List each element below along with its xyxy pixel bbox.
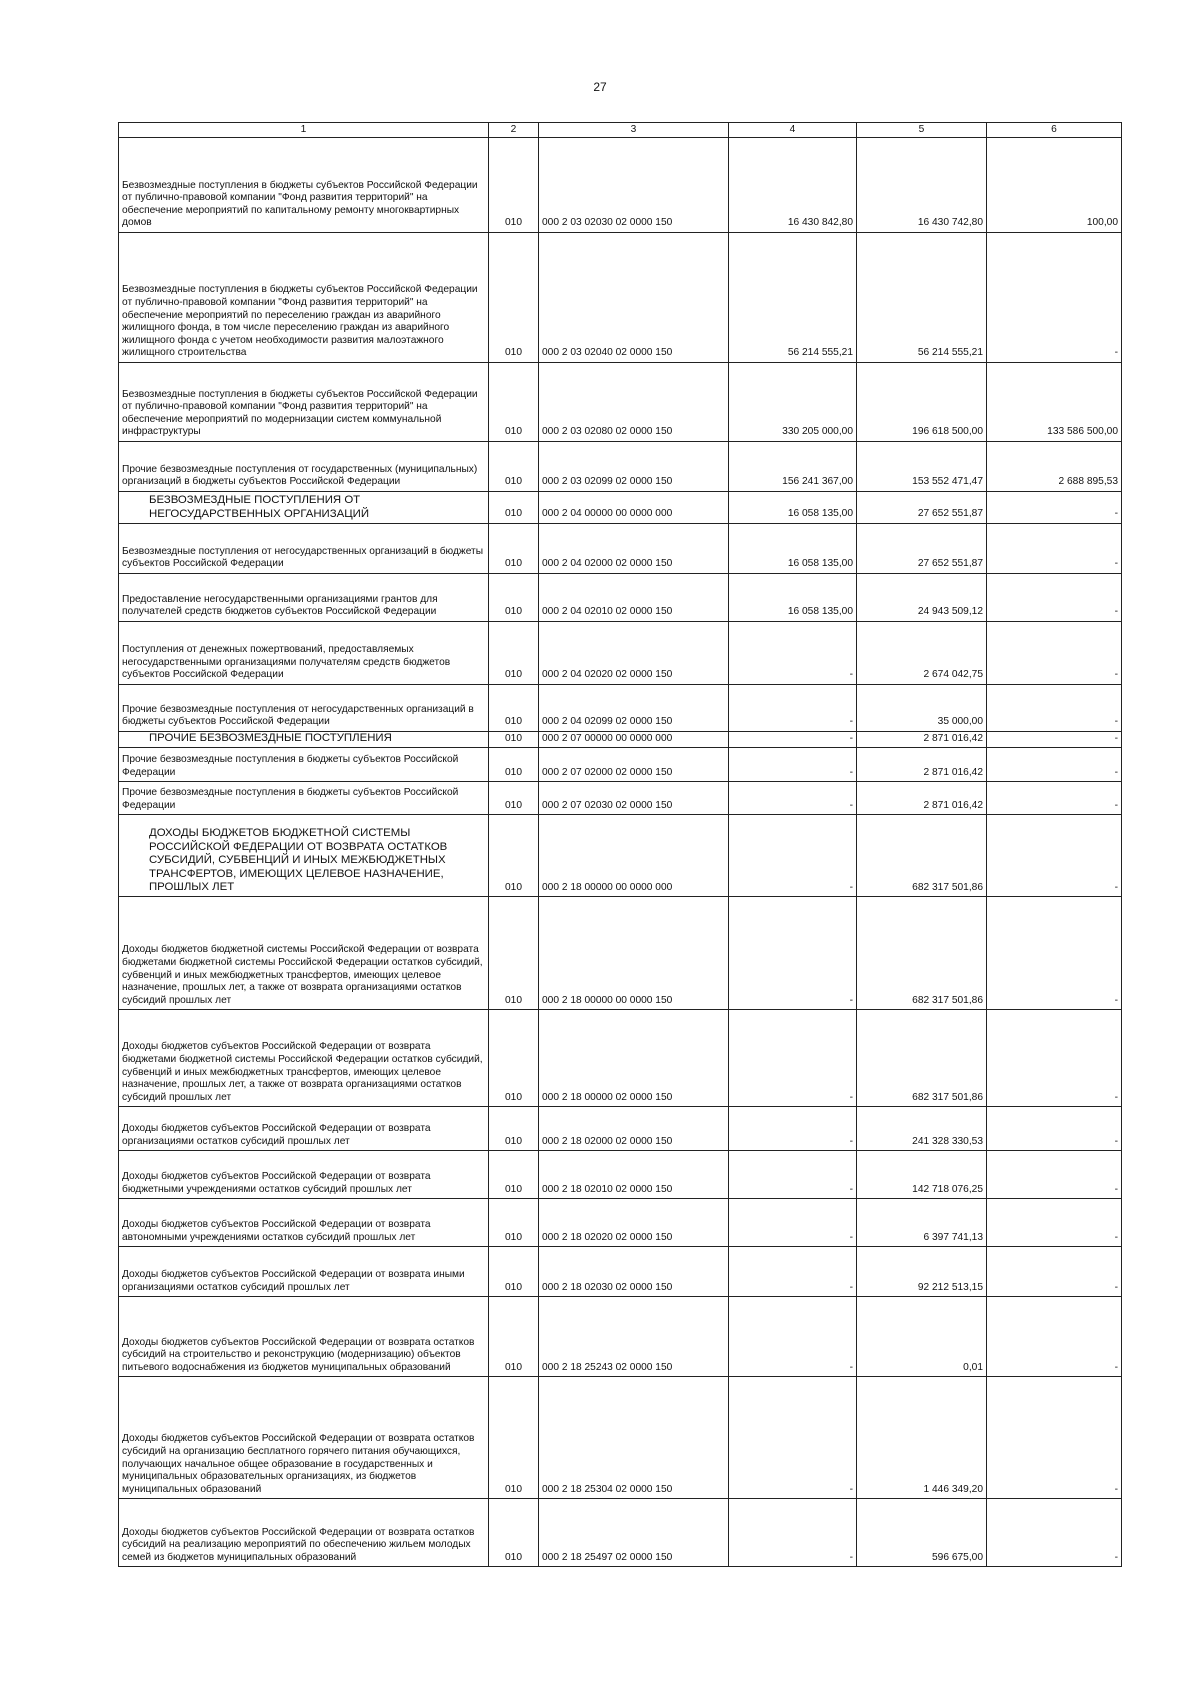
- row-remaining-amount: -: [987, 748, 1122, 782]
- row-line-code: 010: [489, 1107, 539, 1151]
- row-classification-code: 000 2 18 25497 02 0000 150: [539, 1499, 729, 1567]
- row-planned-amount: 16 058 135,00: [729, 574, 857, 622]
- table-row: [119, 1247, 1122, 1297]
- table-row: [119, 1010, 1122, 1107]
- row-classification-code: 000 2 18 25304 02 0000 150: [539, 1377, 729, 1499]
- row-planned-amount: -: [729, 1377, 857, 1499]
- column-header-3: 3: [539, 123, 729, 138]
- page-number: 27: [593, 80, 607, 94]
- row-remaining-amount: -: [987, 1297, 1122, 1377]
- table-row: [119, 1199, 1122, 1247]
- row-remaining-amount: -: [987, 1151, 1122, 1199]
- row-line-code: 010: [489, 815, 539, 897]
- row-remaining-amount: -: [987, 815, 1122, 897]
- column-header-1: 1: [119, 123, 489, 138]
- column-number-row: [119, 123, 1122, 138]
- row-remaining-amount: -: [987, 574, 1122, 622]
- row-planned-amount: 16 058 135,00: [729, 492, 857, 524]
- row-executed-amount: 1 446 349,20: [857, 1377, 987, 1499]
- row-remaining-amount: -: [987, 1199, 1122, 1247]
- row-remaining-amount: -: [987, 1010, 1122, 1107]
- row-classification-code: 000 2 04 02020 02 0000 150: [539, 622, 729, 685]
- row-line-code: 010: [489, 1377, 539, 1499]
- row-executed-amount: 153 552 471,47: [857, 442, 987, 492]
- row-line-code: 010: [489, 574, 539, 622]
- row-executed-amount: 27 652 551,87: [857, 492, 987, 524]
- table-row: [119, 1377, 1122, 1499]
- row-executed-amount: 16 430 742,80: [857, 138, 987, 233]
- row-name: Прочие безвозмездные поступления в бюджеты субъектов Российской Федерации: [119, 748, 489, 782]
- table-row: [119, 574, 1122, 622]
- row-remaining-amount: 2 688 895,53: [987, 442, 1122, 492]
- row-line-code: 010: [489, 1010, 539, 1107]
- row-remaining-amount: -: [987, 1107, 1122, 1151]
- row-name: Доходы бюджетов субъектов Российской Федерации от возврата бюджетными учреждениями остатков субсидий прошлых лет: [119, 1151, 489, 1199]
- row-classification-code: 000 2 03 02030 02 0000 150: [539, 138, 729, 233]
- table-row: [119, 748, 1122, 782]
- row-line-code: 010: [489, 622, 539, 685]
- row-executed-amount: 27 652 551,87: [857, 524, 987, 574]
- row-classification-code: 000 2 03 02080 02 0000 150: [539, 363, 729, 442]
- row-remaining-amount: -: [987, 492, 1122, 524]
- table-row: [119, 782, 1122, 815]
- row-planned-amount: -: [729, 685, 857, 732]
- table-row: [119, 138, 1122, 233]
- row-classification-code: 000 2 03 02099 02 0000 150: [539, 442, 729, 492]
- row-classification-code: 000 2 07 02030 02 0000 150: [539, 782, 729, 815]
- row-remaining-amount: -: [987, 233, 1122, 363]
- column-header-2: 2: [489, 123, 539, 138]
- row-name: Прочие безвозмездные поступления от государственных (муниципальных) организаций в бюджеты субъектов Российской Федерации: [119, 442, 489, 492]
- row-planned-amount: 330 205 000,00: [729, 363, 857, 442]
- row-planned-amount: 16 058 135,00: [729, 524, 857, 574]
- row-planned-amount: -: [729, 1199, 857, 1247]
- table-row: [119, 524, 1122, 574]
- row-remaining-amount: -: [987, 685, 1122, 732]
- row-name: ПРОЧИЕ БЕЗВОЗМЕЗДНЫЕ ПОСТУПЛЕНИЯ: [119, 732, 489, 748]
- table-row: [119, 622, 1122, 685]
- row-line-code: 010: [489, 1151, 539, 1199]
- row-planned-amount: -: [729, 748, 857, 782]
- row-executed-amount: 56 214 555,21: [857, 233, 987, 363]
- row-name: Безвозмездные поступления в бюджеты субъектов Российской Федерации от публично-правовой компании "Фонд развития территорий" на обеспечение мероприятий по модернизации систем коммунальной инфраструктуры: [119, 363, 489, 442]
- column-header-6: 6: [987, 123, 1122, 138]
- row-name: Безвозмездные поступления в бюджеты субъектов Российской Федерации от публично-правовой компании "Фонд развития территорий" на обеспечение мероприятий по переселению граждан из аварийного жилищного фонда, в том числе переселению граждан из аварийного жилищного фонда с учетом необходимости развития малоэтажного жилищного строительства: [119, 233, 489, 363]
- row-line-code: 010: [489, 732, 539, 748]
- row-name: Поступления от денежных пожертвований, предоставляемых негосударственными организациями получателям средств бюджетов субъектов Российской Федерации: [119, 622, 489, 685]
- row-classification-code: 000 2 18 00000 02 0000 150: [539, 1010, 729, 1107]
- row-line-code: 010: [489, 1199, 539, 1247]
- row-classification-code: 000 2 04 00000 00 0000 000: [539, 492, 729, 524]
- row-line-code: 010: [489, 748, 539, 782]
- row-classification-code: 000 2 18 02000 02 0000 150: [539, 1107, 729, 1151]
- row-executed-amount: 196 618 500,00: [857, 363, 987, 442]
- column-header-4: 4: [729, 123, 857, 138]
- row-name: Безвозмездные поступления от негосударственных организаций в бюджеты субъектов Российской Федерации: [119, 524, 489, 574]
- row-name: Прочие безвозмездные поступления от негосударственных организаций в бюджеты субъектов Российской Федерации: [119, 685, 489, 732]
- row-classification-code: 000 2 18 00000 00 0000 150: [539, 897, 729, 1010]
- row-executed-amount: 2 871 016,42: [857, 748, 987, 782]
- table-row: [119, 1297, 1122, 1377]
- row-executed-amount: 6 397 741,13: [857, 1199, 987, 1247]
- table-row: [119, 492, 1122, 524]
- row-remaining-amount: -: [987, 524, 1122, 574]
- row-line-code: 010: [489, 138, 539, 233]
- row-name: БЕЗВОЗМЕЗДНЫЕ ПОСТУПЛЕНИЯ ОТ НЕГОСУДАРСТВЕННЫХ ОРГАНИЗАЦИЙ: [119, 492, 489, 524]
- row-name: Доходы бюджетов субъектов Российской Федерации от возврата бюджетами бюджетной системы Российской Федерации остатков субсидий, субвенций и иных межбюджетных трансфертов, имеющих целевое назначение, прошлых лет, а также от возврата организациями остатков субсидий прошлых лет: [119, 1010, 489, 1107]
- row-executed-amount: 35 000,00: [857, 685, 987, 732]
- row-line-code: 010: [489, 442, 539, 492]
- row-planned-amount: -: [729, 1151, 857, 1199]
- table-row: [119, 897, 1122, 1010]
- row-line-code: 010: [489, 492, 539, 524]
- row-classification-code: 000 2 07 00000 00 0000 000: [539, 732, 729, 748]
- row-classification-code: 000 2 18 02010 02 0000 150: [539, 1151, 729, 1199]
- row-planned-amount: -: [729, 782, 857, 815]
- row-executed-amount: 241 328 330,53: [857, 1107, 987, 1151]
- row-name: Доходы бюджетов субъектов Российской Федерации от возврата иными организациями остатков субсидий прошлых лет: [119, 1247, 489, 1297]
- row-planned-amount: -: [729, 732, 857, 748]
- table-row: [119, 685, 1122, 732]
- row-line-code: 010: [489, 363, 539, 442]
- row-line-code: 010: [489, 1247, 539, 1297]
- table-row: [119, 1499, 1122, 1567]
- row-remaining-amount: 100,00: [987, 138, 1122, 233]
- table-row: [119, 815, 1122, 897]
- row-planned-amount: -: [729, 897, 857, 1010]
- row-classification-code: 000 2 18 00000 00 0000 000: [539, 815, 729, 897]
- row-planned-amount: 56 214 555,21: [729, 233, 857, 363]
- row-remaining-amount: -: [987, 732, 1122, 748]
- row-planned-amount: -: [729, 815, 857, 897]
- row-classification-code: 000 2 04 02099 02 0000 150: [539, 685, 729, 732]
- row-name: Доходы бюджетов субъектов Российской Федерации от возврата автономными учреждениями остатков субсидий прошлых лет: [119, 1199, 489, 1247]
- row-planned-amount: -: [729, 1499, 857, 1567]
- row-line-code: 010: [489, 1297, 539, 1377]
- table-row: [119, 233, 1122, 363]
- row-classification-code: 000 2 18 25243 02 0000 150: [539, 1297, 729, 1377]
- row-line-code: 010: [489, 233, 539, 363]
- row-planned-amount: -: [729, 1107, 857, 1151]
- row-name: Доходы бюджетов субъектов Российской Федерации от возврата остатков субсидий на организацию бесплатного горячего питания обучающихся, получающих начальное общее образование в государственных и муниципальных образовательных организациях, из бюджетов муниципальных образований: [119, 1377, 489, 1499]
- row-executed-amount: 142 718 076,25: [857, 1151, 987, 1199]
- row-classification-code: 000 2 18 02030 02 0000 150: [539, 1247, 729, 1297]
- row-line-code: 010: [489, 685, 539, 732]
- row-classification-code: 000 2 04 02000 02 0000 150: [539, 524, 729, 574]
- row-classification-code: 000 2 07 02000 02 0000 150: [539, 748, 729, 782]
- row-executed-amount: 682 317 501,86: [857, 897, 987, 1010]
- row-classification-code: 000 2 04 02010 02 0000 150: [539, 574, 729, 622]
- row-remaining-amount: -: [987, 897, 1122, 1010]
- row-planned-amount: -: [729, 622, 857, 685]
- row-name: Доходы бюджетов субъектов Российской Федерации от возврата остатков субсидий на реализацию мероприятий по обеспечению жильем молодых семей из бюджетов муниципальных образований: [119, 1499, 489, 1567]
- row-executed-amount: 682 317 501,86: [857, 815, 987, 897]
- row-name: Доходы бюджетов субъектов Российской Федерации от возврата остатков субсидий на строительство и реконструкцию (модернизацию) объектов питьевого водоснабжения из бюджетов муниципальных образований: [119, 1297, 489, 1377]
- row-classification-code: 000 2 03 02040 02 0000 150: [539, 233, 729, 363]
- row-executed-amount: 2 871 016,42: [857, 732, 987, 748]
- row-name: Прочие безвозмездные поступления в бюджеты субъектов Российской Федерации: [119, 782, 489, 815]
- row-line-code: 010: [489, 782, 539, 815]
- row-name: Доходы бюджетов субъектов Российской Федерации от возврата организациями остатков субсидий прошлых лет: [119, 1107, 489, 1151]
- row-planned-amount: -: [729, 1247, 857, 1297]
- column-header-5: 5: [857, 123, 987, 138]
- table-row: [119, 363, 1122, 442]
- row-remaining-amount: -: [987, 622, 1122, 685]
- row-executed-amount: 0,01: [857, 1297, 987, 1377]
- row-executed-amount: 24 943 509,12: [857, 574, 987, 622]
- row-planned-amount: -: [729, 1297, 857, 1377]
- row-executed-amount: 2 674 042,75: [857, 622, 987, 685]
- row-remaining-amount: -: [987, 1247, 1122, 1297]
- row-line-code: 010: [489, 524, 539, 574]
- row-executed-amount: 92 212 513,15: [857, 1247, 987, 1297]
- row-remaining-amount: -: [987, 1499, 1122, 1567]
- table-row: [119, 1107, 1122, 1151]
- row-executed-amount: 2 871 016,42: [857, 782, 987, 815]
- row-executed-amount: 682 317 501,86: [857, 1010, 987, 1107]
- table-row: [119, 732, 1122, 748]
- revenue-table: [118, 122, 1122, 1567]
- row-remaining-amount: -: [987, 782, 1122, 815]
- row-planned-amount: -: [729, 1010, 857, 1107]
- row-name: ДОХОДЫ БЮДЖЕТОВ БЮДЖЕТНОЙ СИСТЕМЫ РОССИЙСКОЙ ФЕДЕРАЦИИ ОТ ВОЗВРАТА ОСТАТКОВ СУБСИДИЙ, СУБВЕНЦИЙ И ИНЫХ МЕЖБЮДЖЕТНЫХ ТРАНСФЕРТОВ, ИМЕЮЩИХ ЦЕЛЕВОЕ НАЗНАЧЕНИЕ, ПРОШЛЫХ ЛЕТ: [119, 815, 489, 897]
- row-name: Доходы бюджетов бюджетной системы Российской Федерации от возврата бюджетами бюджетной системы Российской Федерации остатков субсидий, субвенций и иных межбюджетных трансфертов, имеющих целевое назначение, прошлых лет, а также от возврата организациями остатков субсидий прошлых лет: [119, 897, 489, 1010]
- row-planned-amount: 16 430 842,80: [729, 138, 857, 233]
- row-line-code: 010: [489, 897, 539, 1010]
- row-executed-amount: 596 675,00: [857, 1499, 987, 1567]
- row-line-code: 010: [489, 1499, 539, 1567]
- row-remaining-amount: 133 586 500,00: [987, 363, 1122, 442]
- row-name: Безвозмездные поступления в бюджеты субъектов Российской Федерации от публично-правовой компании "Фонд развития территорий" на обеспечение мероприятий по капитальному ремонту многоквартирных домов: [119, 138, 489, 233]
- row-planned-amount: 156 241 367,00: [729, 442, 857, 492]
- table-row: [119, 1151, 1122, 1199]
- table-row: [119, 442, 1122, 492]
- row-remaining-amount: -: [987, 1377, 1122, 1499]
- row-classification-code: 000 2 18 02020 02 0000 150: [539, 1199, 729, 1247]
- row-name: Предоставление негосударственными организациями грантов для получателей средств бюджетов субъектов Российской Федерации: [119, 574, 489, 622]
